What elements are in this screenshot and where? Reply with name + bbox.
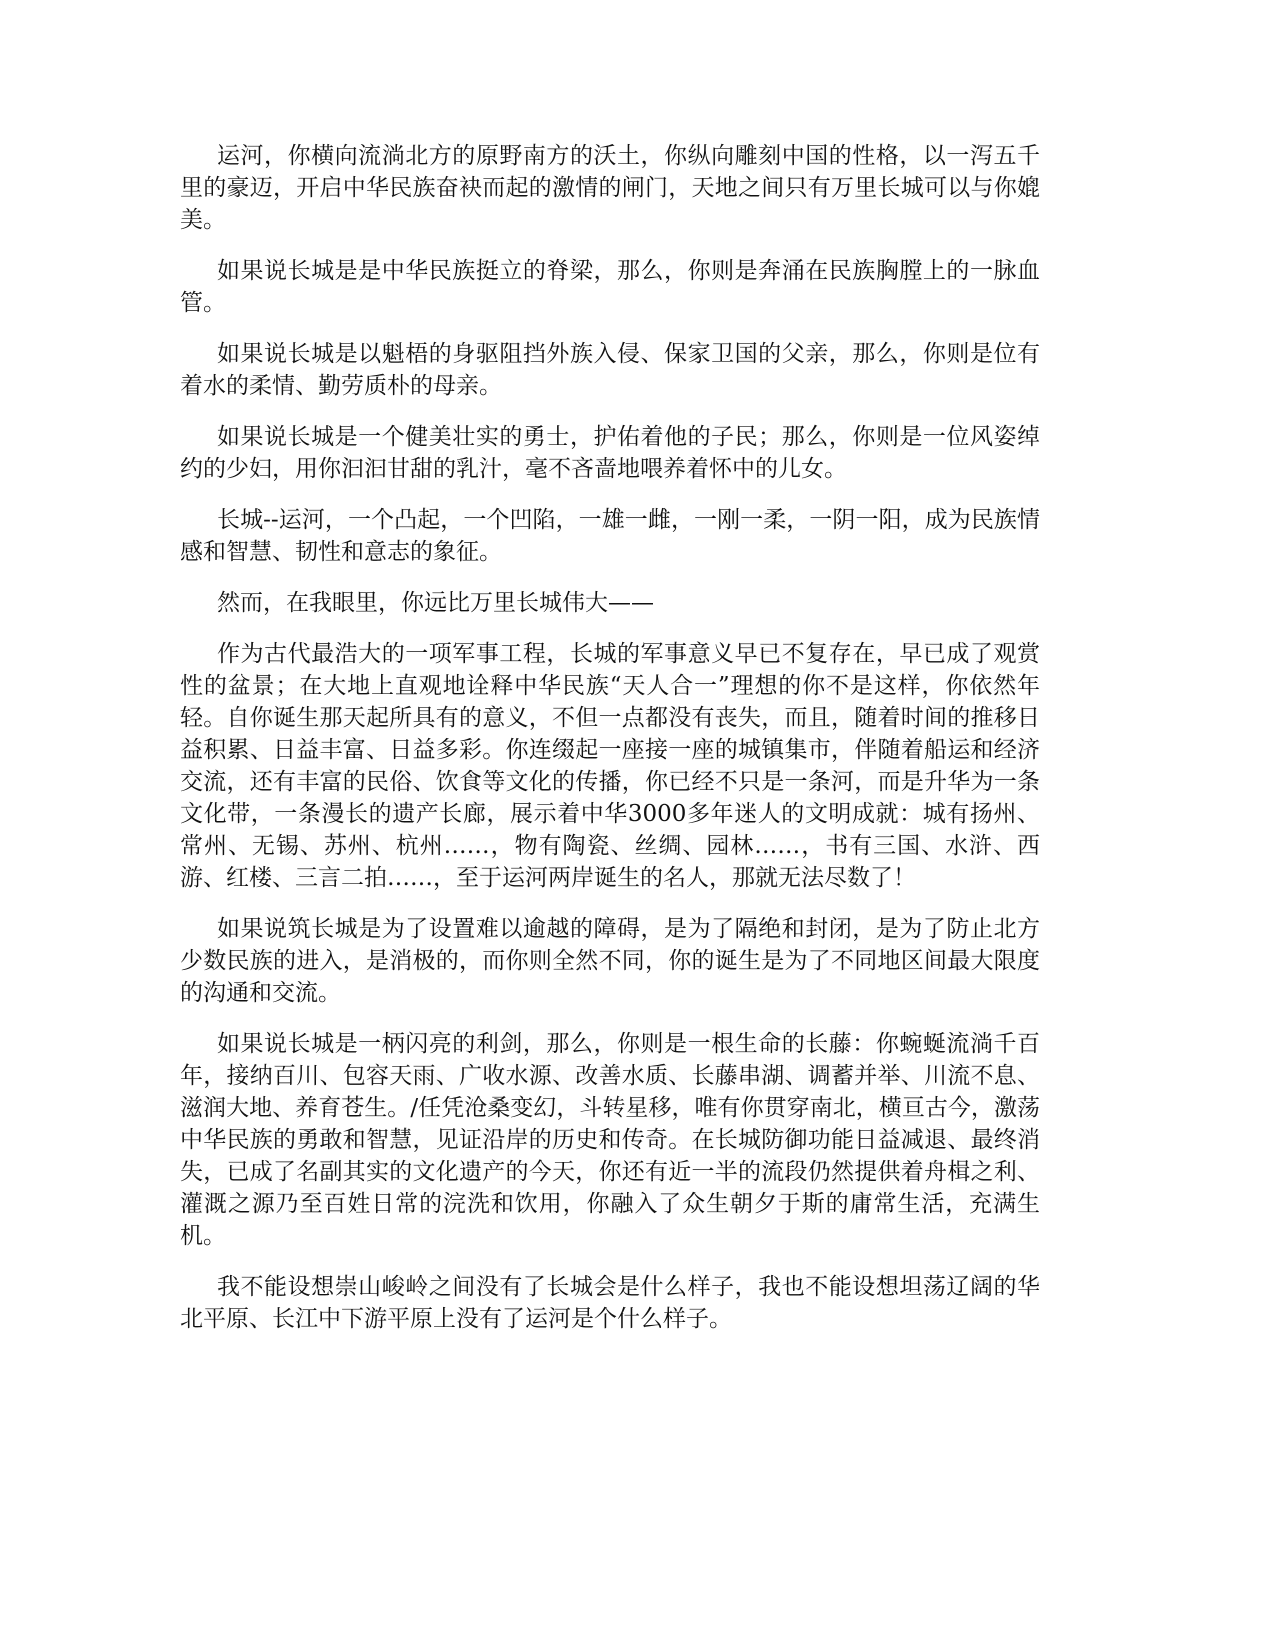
paragraph: 如果说筑长城是为了设置难以逾越的障碍，是为了隔绝和封闭，是为了防止北方少数民族的进入，是消极的，而你则全然不同，你的诞生是为了不同地区间最大限度的沟通和交流。 xyxy=(180,916,1040,1006)
paragraph: 然而，在我眼里，你远比万里长城伟大—— xyxy=(217,590,654,616)
paragraph: 如果说长城是一柄闪亮的利剑，那么，你则是一根生命的长藤：你蜿蜒流淌千百年，接纳百川、包容天雨、广收水源、改善水质、长藤串湖、调蓄并举、川流不息、滋润大地、养育苍生。/任凭沧桑变幻，斗转星移，唯有你贯穿南北，横亘古今，激荡中华民族的勇敢和智慧，见证沿岸的历史和传奇。在长城防御功能日益减退、最终消失，已成了名副其实的文化遗产的今天，你还有近一半的流段仍然提供着舟楫之利、灌溉之源乃至百姓日常的浣洗和饮用，你融入了众生朝夕于斯的庸常生活，充满生机。 xyxy=(180,1031,1040,1249)
paragraph: 作为古代最浩大的一项军事工程，长城的军事意义早已不复存在，早已成了观赏性的盆景；在大地上直观地诠释中华民族“天人合一”理想的你不是这样，你依然年轻。自你诞生那天起所具有的意义，不但一点都没有丧失，而且，随着时间的推移日益积累、日益丰富、日益多彩。你连缀起一座接一座的城镇集市，伴随着船运和经济交流，还有丰富的民俗、饮食等文化的传播，你已经不只是一条河，而是升华为一条文化带，一条漫长的遗产长廊，展示着中华3000多年迷人的文明成就：城有扬州、常州、无锡、苏州、杭州……，物有陶瓷、丝绸、园林……，书有三国、水浒、西游、红楼、三言二拍……，至于运河两岸诞生的名人，那就无法尽数了！ xyxy=(180,641,1040,891)
paragraph: 我不能设想崇山峻岭之间没有了长城会是什么样子，我也不能设想坦荡辽阔的华北平原、长江中下游平原上没有了运河是个什么样子。 xyxy=(180,1274,1040,1332)
paragraph: 如果说长城是是中华民族挺立的脊梁，那么，你则是奔涌在民族胸膛上的一脉血管。 xyxy=(180,258,1040,316)
document-body xyxy=(180,140,1040,1354)
paragraph: 如果说长城是一个健美壮实的勇士，护佑着他的子民；那么，你则是一位风姿绰约的少妇，用你汩汩甘甜的乳汁，毫不吝啬地喂养着怀中的儿女。 xyxy=(180,424,1040,482)
paragraph: 长城--运河，一个凸起，一个凹陷，一雄一雌，一刚一柔，一阴一阳，成为民族情感和智慧、韧性和意志的象征。 xyxy=(180,507,1040,565)
paragraph: 运河，你横向流淌北方的原野南方的沃土，你纵向雕刻中国的性格，以一泻五千里的豪迈，开启中华民族奋袂而起的激情的闸门，天地之间只有万里长城可以与你媲美。 xyxy=(180,143,1040,233)
paragraph: 如果说长城是以魁梧的身驱阻挡外族入侵、保家卫国的父亲，那么，你则是位有着水的柔情、勤劳质朴的母亲。 xyxy=(180,341,1040,399)
